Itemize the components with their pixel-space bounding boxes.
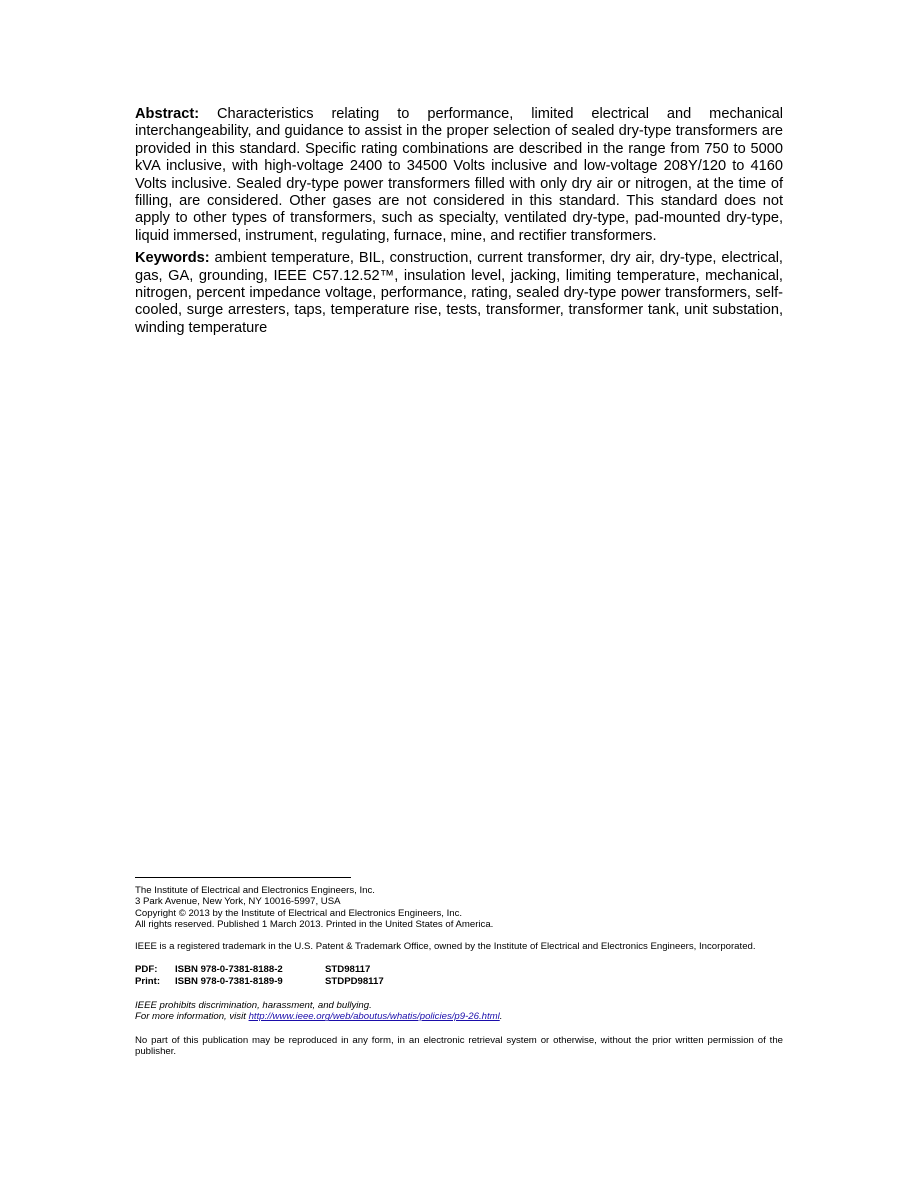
isbn-table [135,964,384,987]
keywords-label: Keywords: [135,250,210,267]
policy-info-suffix: . [499,1011,503,1023]
footnote-divider [135,877,351,878]
isbn-format: Print: [135,975,161,987]
keywords-paragraph [135,250,783,337]
keywords-text: ambient temperature, BIL, construction, current transformer, dry air, dry-type, electrical, gas, GA, grounding, IEEE C57.12.52™, insulation level, jacking, limiting temperature, mechanical, nitrogen, percent impedance voltage, performance, rating, sealed dry-type power transformers, self-cooled, surge arresters, taps, temperature rise, tests, transformer, transformer tank, unit substation, winding temperature [135,250,783,336]
isbn-code: STD98117 [325,964,371,976]
publisher-address: 3 Park Avenue, New York, NY 10016-5997, USA [135,896,341,908]
abstract-paragraph [135,106,783,245]
policy-info-prefix: For more information, visit [135,1011,249,1023]
trademark-notice: IEEE is a registered trademark in the U.S. Patent & Trademark Office, owned by the Institute of Electrical and Electronics Engineers, Incorporated. [135,941,756,953]
abstract-label: Abstract: [135,106,200,122]
policy-statement: IEEE prohibits discrimination, harassment, and bullying. [135,1000,372,1012]
isbn-number: ISBN 978-0-7381-8188-2 [175,964,283,976]
policy-link[interactable]: http://www.ieee.org/web/aboutus/whatis/policies/p9-26.html [248,1011,500,1023]
publisher-block [135,885,783,930]
copyright-line: Copyright © 2013 by the Institute of Electrical and Electronics Engineers, Inc. [135,907,463,919]
isbn-number: ISBN 978-0-7381-8189-9 [175,975,283,987]
footer-notes [135,885,783,1057]
main-content [135,106,783,337]
policy-block [135,1000,783,1023]
isbn-code: STDPD98117 [325,975,384,987]
policy-info-line [135,1011,783,1022]
published-line: All rights reserved. Published 1 March 2013. Printed in the United States of America. [135,918,494,930]
isbn-row-print [135,976,384,987]
isbn-row-pdf [135,964,384,975]
abstract-text: Characteristics relating to performance, limited electrical and mechanical interchangeability, and guidance to assist in the proper selection of sealed dry-type transformers are provided in this standard. Specific rating combinations are described in the range from 750 to 5000 kVA inclusive, with high-voltage 2400 to 34500 Volts inclusive and low-voltage 208Y/120 to 4160 Volts inclusive. Sealed dry-type power transformers filled with only dry air or nitrogen, at the time of filling, are considered. Other gases are not considered in this standard. This standard does not apply to other types of transformers, such as specialty, ventilated dry-type, pad-mounted dry-type, liquid immersed, instrument, regulating, furnace, mine, and rectifier transformers. [135,106,783,244]
rights-notice: No part of this publication may be reproduced in any form, in an electronic retrieval system or otherwise, without the prior written permission of the publisher. [135,1034,783,1057]
isbn-format: PDF: [135,964,158,976]
publisher-name: The Institute of Electrical and Electronics Engineers, Inc. [135,885,375,896]
